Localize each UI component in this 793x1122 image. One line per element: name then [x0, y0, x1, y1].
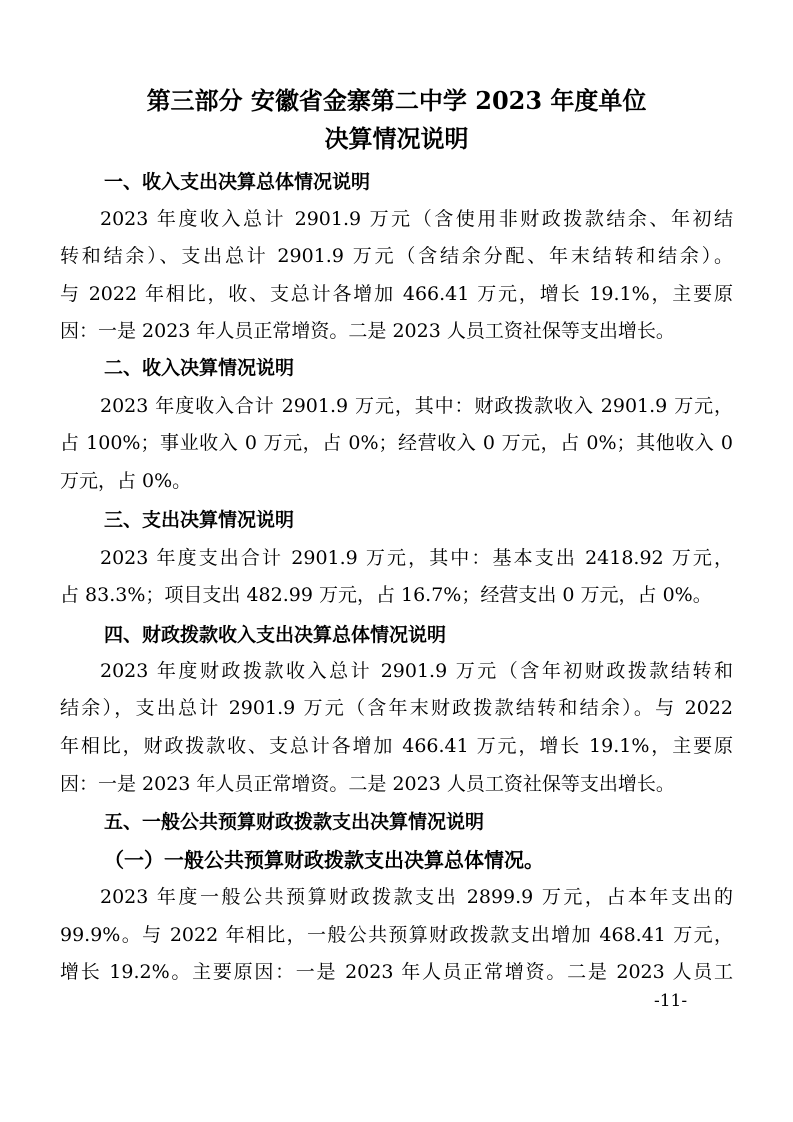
paragraph-line: 因：一是 2023 年人员正常增资。二是 2023 人员工资社保等支出增长。 [60, 773, 675, 795]
paragraph-line: 2023 年度收入合计 2901.9 万元，其中：财政拨款收入 2901.9 万元， [100, 395, 733, 417]
paragraph-line: 因：一是 2023 年人员正常增资。二是 2023 人员工资社保等支出增长。 [60, 320, 675, 342]
paragraph-line: 与 2022 年相比，收、支总计各增加 466.41 万元，增长 19.1%，主要原 [60, 283, 733, 305]
paragraph-line: 2023 年度一般公共预算财政拨款支出 2899.9 万元，占本年支出的 [100, 886, 733, 908]
paragraph-line: 占 83.3%；项目支出 482.99 万元，占 16.7%；经营支出 0 万元，占 0%。 [60, 584, 712, 606]
paragraph-line: 结余），支出总计 2901.9 万元（含年末财政拨款结转和结余）。与 2022 [60, 697, 733, 719]
section-heading-5: 五、一般公共预算财政拨款支出决算情况说明 [104, 811, 485, 833]
paragraph-line: 占 100%；事业收入 0 万元，占 0%；经营收入 0 万元，占 0%；其他收入 0 [60, 432, 733, 454]
paragraph-line: 年相比，财政拨款收、支总计各增加 466.41 万元，增长 19.1%，主要原 [60, 735, 733, 757]
paragraph-line: 增长 19.2%。主要原因：一是 2023 年人员正常增资。二是 2023 人员工 [60, 961, 733, 983]
paragraph-line: 2023 年度财政拨款收入总计 2901.9 万元（含年初财政拨款结转和 [100, 660, 733, 682]
section-heading-3: 三、支出决算情况说明 [104, 509, 295, 531]
paragraph-line: 99.9%。与 2022 年相比，一般公共预算财政拨款支出增加 468.41 万元， [60, 924, 733, 946]
page-number: -11- [654, 991, 688, 1011]
section-heading-2: 二、收入决算情况说明 [104, 357, 295, 379]
page-title-line-1: 第三部分 安徽省金寨第二中学 2023 年度单位 [146, 86, 647, 115]
paragraph-line: 万元，占 0%。 [60, 470, 192, 492]
paragraph-line: 2023 年度收入总计 2901.9 万元（含使用非财政拨款结余、年初结 [100, 208, 733, 230]
section-subheading-5-1: （一）一般公共预算财政拨款支出决算总体情况。 [104, 848, 544, 872]
page-title-line-2: 决算情况说明 [324, 124, 469, 153]
section-heading-1: 一、收入支出决算总体情况说明 [104, 171, 371, 193]
section-heading-4: 四、财政拨款收入支出决算总体情况说明 [104, 624, 447, 646]
paragraph-line: 2023 年度支出合计 2901.9 万元，其中：基本支出 2418.92 万元， [100, 547, 733, 569]
paragraph-line: 转和结余）、支出总计 2901.9 万元（含结余分配、年末结转和结余）。 [60, 245, 733, 267]
